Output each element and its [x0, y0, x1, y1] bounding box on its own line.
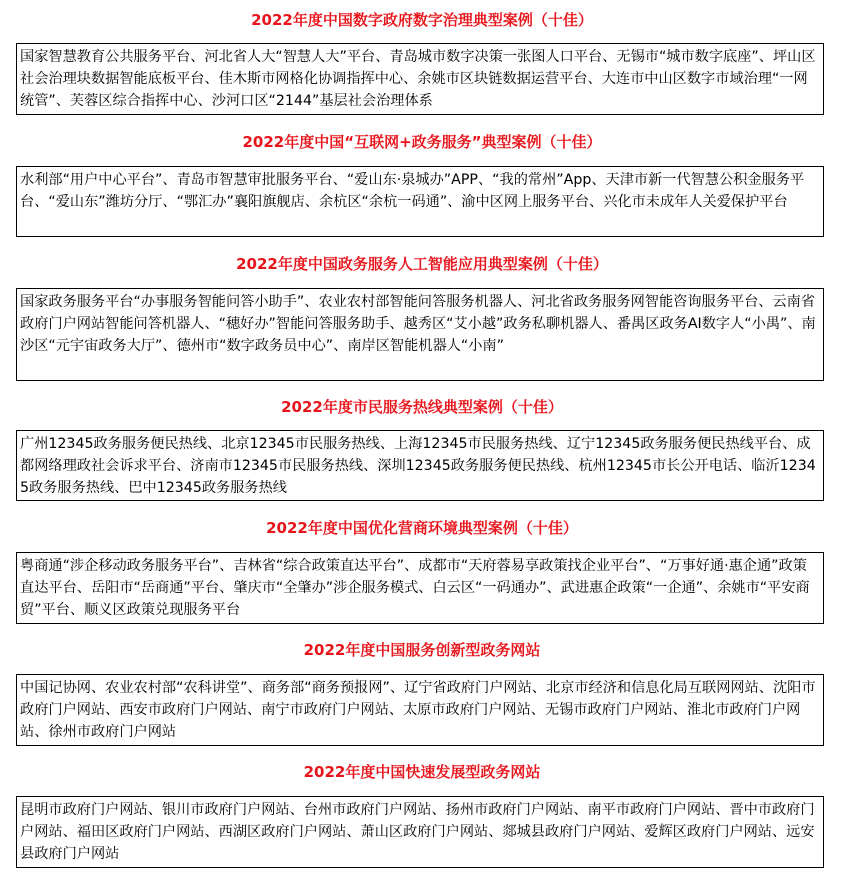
section-title-innovative-websites: 2022年度中国服务创新型政务网站 — [303, 641, 541, 659]
section-content-citizen-hotline: 广州12345政务服务便民热线、北京12345市民服务热线、上海12345市民服务热线、辽宁12345政务服务便民热线平台、成都网络理政社会诉求平台、济南市12345市民服务热线、深圳12345政务服务便民热线、杭州12345市长公开电话、临沂12345政务服务热线、巴中12345政务服务热线 — [16, 430, 824, 501]
section-content-digital-governance: 国家智慧教育公共服务平台、河北省人大“智慧人大”平台、青岛城市数字决策一张图人口平台、无锡市“城市数字底座”、坪山区社会治理块数据智能底板平台、佳木斯市网格化协调指挥中心、余姚市区块链数据运营平台、大连市中山区数字市域治理“一网统管”、芙蓉区综合指挥中心、沙河口区“2144”基层社会治理体系 — [16, 43, 824, 115]
section-title-fast-growing-websites: 2022年度中国快速发展型政务网站 — [303, 763, 541, 781]
section-content-internet-plus-services: 水利部“用户中心平台”、青岛市智慧审批服务平台、“爱山东·泉城办”APP、“我的常州”App、天津市新一代智慧公积金服务平台、“爱山东”潍坊分厅、“鄂汇办”襄阳旗舰店、余杭区“余杭一码通”、渝中区网上服务平台、兴化市未成年人关爱保护平台 — [16, 166, 824, 237]
section-title-digital-governance: 2022年度中国数字政府数字治理典型案例（十佳） — [251, 11, 593, 29]
section-title-internet-plus-services: 2022年度中国“互联网+政务服务”典型案例（十佳） — [242, 133, 602, 151]
section-content-fast-growing-websites: 昆明市政府门户网站、银川市政府门户网站、台州市政府门户网站、扬州市政府门户网站、南平市政府门户网站、晋中市政府门户网站、福田区政府门户网站、西湖区政府门户网站、萧山区政府门户网站、郯城县政府门户网站、爱辉区政府门户网站、远安县政府门户网站 — [16, 796, 824, 868]
section-title-business-environment: 2022年度中国优化营商环境典型案例（十佳） — [266, 519, 578, 537]
section-title-ai-application: 2022年度中国政务服务人工智能应用典型案例（十佳） — [236, 255, 608, 273]
section-content-ai-application: 国家政务服务平台“办事服务智能问答小助手”、农业农村部智能问答服务机器人、河北省政务服务网智能咨询服务平台、云南省政府门户网站智能问答机器人、“穗好办”智能问答服务助手、越秀区“艾小越”政务私聊机器人、番禺区政务AI数字人“小禺”、南沙区“元宇宙政务大厅”、德州市“数字政务员中心”、南岸区智能机器人“小南” — [16, 288, 824, 381]
section-content-innovative-websites: 中国记协网、农业农村部“农科讲堂”、商务部“商务预报网”、辽宁省政府门户网站、北京市经济和信息化局互联网网站、沈阳市政府门户网站、西安市政府门户网站、南宁市政府门户网站、太原市政府门户网站、无锡市政府门户网站、淮北市政府门户网站、徐州市政府门户网站 — [16, 674, 824, 746]
section-title-citizen-hotline: 2022年度市民服务热线典型案例（十佳） — [281, 398, 563, 416]
section-content-business-environment: 粤商通“涉企移动政务服务平台”、吉林省“综合政策直达平台”、成都市“天府蓉易享政策找企业平台”、“万事好通·惠企通”政策直达平台、岳阳市“岳商通”平台、肇庆市“全肇办”涉企服务模式、白云区“一码通办”、武进惠企政策“一企通”、余姚市“平安商贸”平台、顺义区政策兑现服务平台 — [16, 552, 824, 624]
